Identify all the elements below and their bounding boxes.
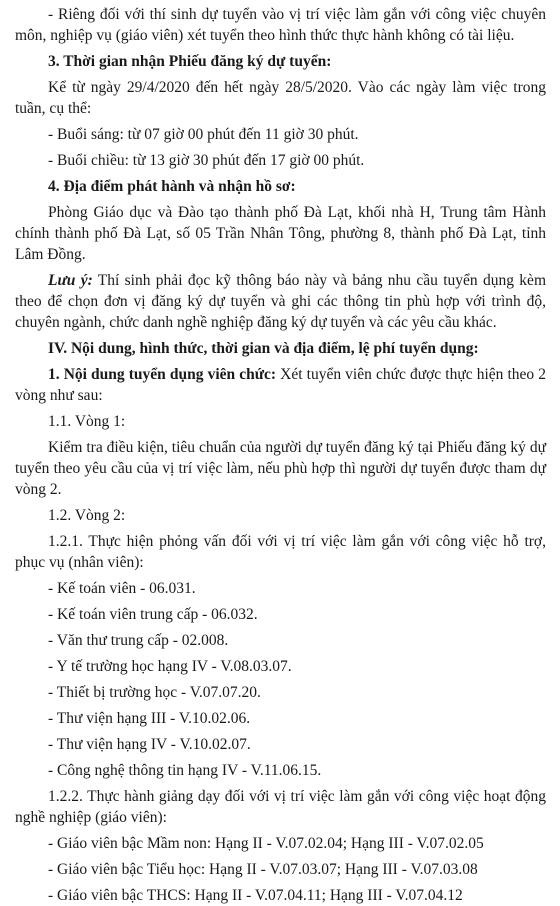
paragraph-exam-form-note: - Riêng đối với thí sinh dự tuyển vào vị trí việc làm gắn với công việc chuyên môn, nghiệp vụ (giáo viên) xét tuyển theo hình thức thực hành không có tài liệu.: [15, 6, 546, 44]
section-heading-IV: IV. Nội dung, hình thức, thời gian và địa điểm, lệ phí tuyển dụng:: [48, 340, 479, 357]
list-item: - Thư viện hạng III - V.10.02.06.: [48, 710, 251, 727]
paragraph-content: [15, 364, 546, 406]
content-lead: 1. Nội dung tuyển dụng viên chức:: [48, 366, 277, 383]
list-item: - Kế toán viên - 06.031.: [48, 580, 196, 597]
morning-hours: - Buổi sáng: từ 07 giờ 00 phút đến 11 giờ 30 phút.: [48, 126, 359, 143]
note-body: Thí sinh phải đọc kỹ thông báo này và bảng nhu cầu tuyển dụng kèm theo để chọn đơn vị đăng ký dự tuyển và ghi các thông tin phù hợp với trình độ, chuyên ngành, chức danh nghề nghiệp đăng ký dự tuyển và các yêu cầu khác.: [15, 272, 546, 331]
list-item: - Y tế trường học hạng IV - V.08.03.07.: [48, 658, 292, 675]
round-2-heading: 1.2. Vòng 2:: [48, 507, 126, 524]
content-body: Xét tuyển viên chức được thực hiện theo 2 vòng như sau:: [15, 366, 546, 404]
round-1-body: Kiểm tra điều kiện, tiêu chuẩn của người dự tuyển đăng ký tại Phiếu đăng ký dự tuyển theo yêu cầu của vị trí việc làm, nếu phù hợp thì người dự tuyển được tham dự vòng 2.: [15, 439, 546, 498]
paragraph-receipt-period: Kể từ ngày 29/4/2020 đến hết ngày 28/5/2020. Vào các ngày làm việc trong tuần, cụ thể:: [15, 79, 546, 117]
list-item: - Giáo viên bậc THCS: Hạng II - V.07.04.11; Hạng III - V.07.04.12: [48, 887, 463, 904]
round-2-2-heading: 1.2.2. Thực hành giảng dạy đối với vị trí việc làm gắn với công việc hoạt động nghề nghiệp (giáo viên):: [15, 788, 546, 826]
section-heading-4: 4. Địa điểm phát hành và nhận hồ sơ:: [48, 178, 296, 195]
paragraph-note: [15, 270, 546, 333]
list-item: - Văn thư trung cấp - 02.008.: [48, 632, 229, 649]
list-item: - Giáo viên bậc Tiểu học: Hạng II - V.07.03.07; Hạng III - V.07.03.08: [48, 861, 478, 878]
list-item: - Thiết bị trường học - V.07.07.20.: [48, 684, 261, 701]
list-item: - Kế toán viên trung cấp - 06.032.: [48, 606, 258, 623]
round-2-1-heading: 1.2.1. Thực hiện phỏng vấn đối với vị trí việc làm gắn với công việc hỗ trợ, phục vụ (nhân viên):: [15, 533, 546, 571]
list-item: - Thư viện hạng IV - V.10.02.07.: [48, 736, 251, 753]
list-item: - Giáo viên bậc Mầm non: Hạng II - V.07.02.04; Hạng III - V.07.02.05: [48, 835, 484, 852]
afternoon-hours: - Buổi chiều: từ 13 giờ 30 phút đến 17 giờ 00 phút.: [48, 152, 365, 169]
list-item: - Công nghệ thông tin hạng IV - V.11.06.15.: [48, 762, 322, 779]
paragraph-address: Phòng Giáo dục và Đào tạo thành phố Đà Lạt, khối nhà H, Trung tâm Hành chính thành phố Đà Lạt, số 05 Trần Nhân Tông, phường 8, thành phố Đà Lạt, tỉnh Lâm Đồng.: [15, 204, 546, 263]
note-lead: Lưu ý:: [48, 272, 93, 289]
staff-position-list: [15, 578, 546, 781]
section-heading-3: 3. Thời gian nhận Phiếu đăng ký dự tuyển:: [48, 53, 332, 70]
round-1-heading: 1.1. Vòng 1:: [48, 413, 126, 430]
